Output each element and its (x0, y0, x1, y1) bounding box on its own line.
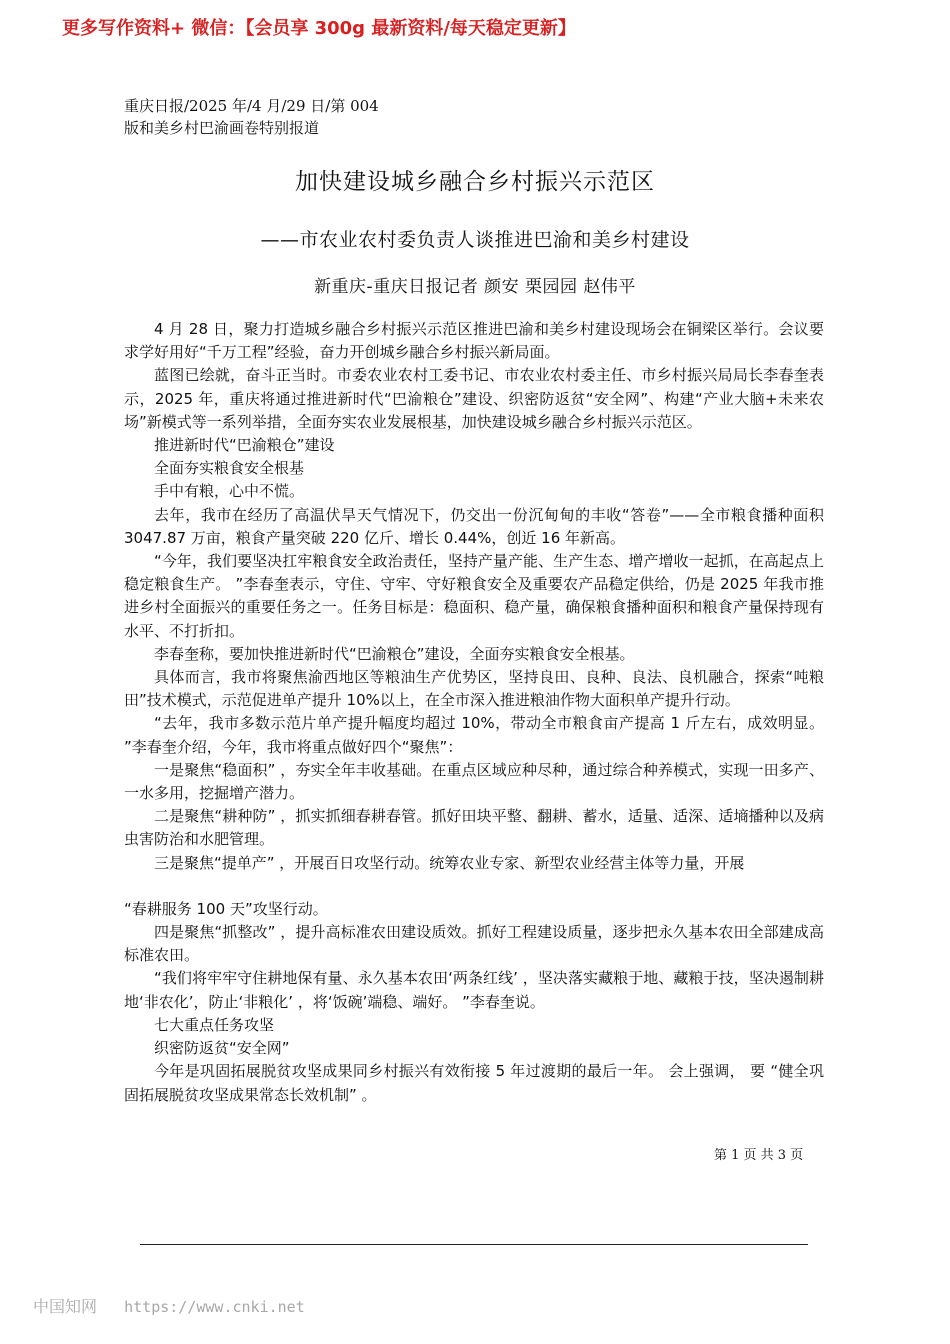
paragraph: 具体而言，我市将聚焦渝西地区等粮油生产优势区，坚持良田、良种、良法、良机融合，探索“吨粮田”技术模式，示范促进单产提升 10%以上，在全市深入推进粮油作物大面积单产提升行动。 (124, 668, 824, 710)
paragraph: 手中有粮，心中不慌。 (154, 482, 305, 501)
article-byline: 新重庆-重庆日报记者 颜安 栗园园 赵伟平 (314, 277, 636, 297)
paragraph: “今年，我们要坚决扛牢粮食安全政治责任，坚持产量产能、生产生态、增产增收一起抓，在高起点上稳定粮食生产。 ”李春奎表示，守住、守牢、守好粮食安全及重要农产品稳定供给，仍是 2025 年我市推进乡村全面振兴的重要任务之一。任务目标是：稳面积、稳产量，确保粮食播种面积和粮食产量保持现有水平、不打折扣。 (124, 552, 824, 640)
page-number: 第 1 页 共 3 页 (714, 1148, 804, 1163)
paragraph: 今年是巩固拓展脱贫攻坚成果同乡村振兴有效衔接 5 年过渡期的最后一年。 会上强调， 要 “健全巩固拓展脱贫攻坚成果常态长效机制” 。 (124, 1062, 824, 1104)
paragraph: 三是聚焦“提单产” ，开展百日攻坚行动。统筹农业专家、新型农业经营主体等力量，开展 (154, 853, 745, 872)
watermark (33, 1294, 305, 1317)
article-title: 加快建设城乡融合乡村振兴示范区 (295, 169, 655, 195)
paragraph: 一是聚焦“稳面积” ，夯实全年丰收基础。在重点区域应种尽种，通过综合种养模式，实现一田多产、一水多用，挖掘增产潜力。 (124, 760, 824, 803)
article-body (124, 318, 824, 1107)
section-subheading: 全面夯实粮食安全根基 (154, 459, 305, 478)
paragraph: 二是聚焦“耕种防” ，抓实抓细春耕春管。抓好田块平整、翻耕、蓄水，适量、适深、适墒播种以及病虫害防治和水肥管理。 (124, 807, 824, 849)
paragraph: 去年，我市在经历了高温伏旱天气情况下，仍交出一份沉甸甸的丰收“答卷”——全市粮食播种面积 3047.87 万亩，粮食产量突破 220 亿斤、增长 0.44%，创近 16 年新高。 (124, 505, 824, 547)
section-heading: 七大重点任务攻坚 (154, 1015, 275, 1034)
source-line-2: 版和美乡村巴渝画卷特别报道 (124, 119, 320, 137)
paragraph: 4 月 28 日，聚力打造城乡融合乡村振兴示范区推进巴渝和美乡村建设现场会在铜梁区举行。会议要求学好用好“千万工程”经验，奋力开创城乡融合乡村振兴新局面。 (124, 320, 824, 362)
paragraph: 蓝图已绘就，奋斗正当时。市委农业农村工委书记、市农业农村委主任、市乡村振兴局局长李春奎表示，2025 年，重庆将通过推进新时代“巴渝粮仓”建设、织密防返贫“安全网”、构建“产业大脑+未来农场”新模式等一系列举措，全面夯实农业发展根基，加快建设城乡融合乡村振兴示范区。 (124, 366, 824, 431)
paragraph: “我们将牢牢守住耕地保有量、永久基本农田‘两条红线’ ，坚决落实藏粮于地、藏粮于技，坚决遏制耕地‘非农化’，防止‘非粮化’ ，将‘饭碗’端稳、端好。 ”李春奎说。 (124, 969, 824, 1011)
article-subtitle: ——市农业农村委负责人谈推进巴渝和美乡村建设 (260, 229, 690, 251)
promo-banner: 更多写作资料+ 微信：【会员享 300g 最新资料/每天稳定更新】 (62, 18, 576, 39)
paragraph: “春耕服务 100 天”攻坚行动。 (124, 899, 328, 918)
footer-divider (140, 1244, 808, 1245)
source-info (124, 95, 824, 139)
paragraph: 李春奎称，要加快推进新时代“巴渝粮仓”建设，全面夯实粮食安全根基。 (154, 644, 635, 663)
section-heading: 推进新时代“巴渝粮仓”建设 (154, 436, 335, 455)
paragraph: “去年，我市多数示范片单产提升幅度均超过 10%，带动全市粮食亩产提高 1 斤左右，成效明显。 ”李春奎介绍，今年，我市将重点做好四个“聚焦”： (124, 714, 824, 756)
source-line-1: 重庆日报/2025 年/4 月/29 日/第 004 (124, 97, 379, 115)
watermark-name: 中国知网 (33, 1297, 98, 1316)
watermark-url: https://www.cnki.net (124, 1298, 305, 1316)
section-subheading: 织密防返贫“安全网” (154, 1039, 290, 1058)
paragraph: 四是聚焦“抓整改” ，提升高标准农田建设质效。抓好工程建设质量，逐步把永久基本农田全部建成高标准农田。 (124, 923, 824, 965)
